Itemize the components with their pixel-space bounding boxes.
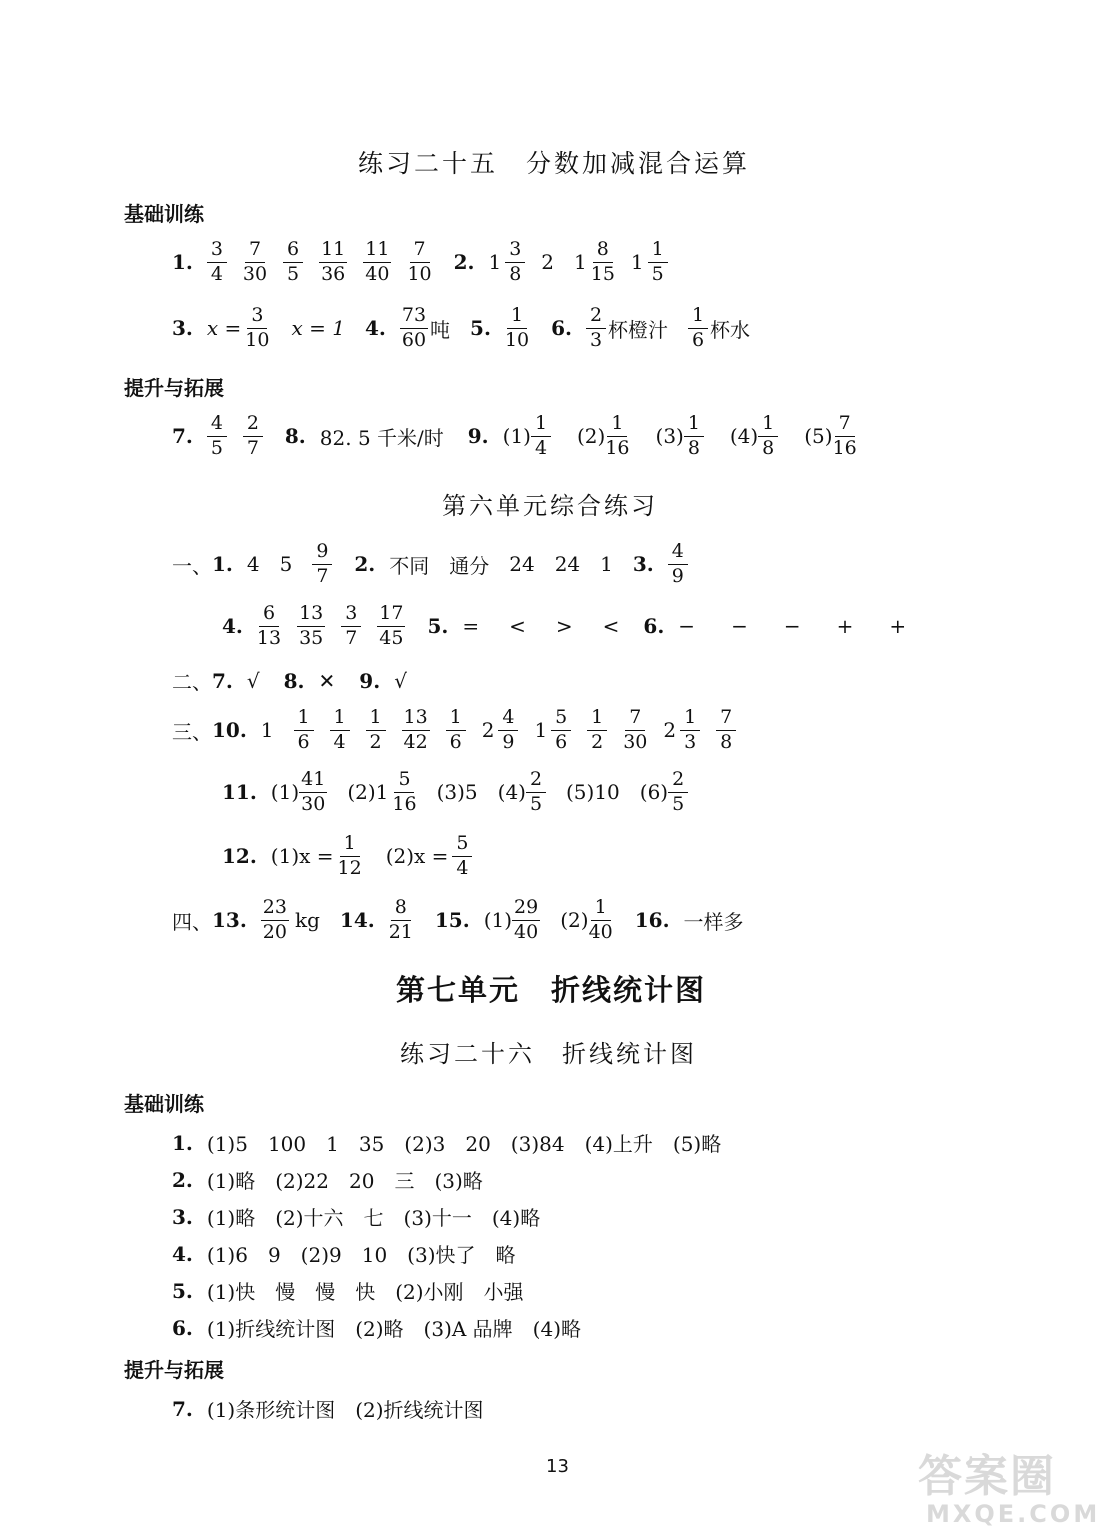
q9-label: (3) bbox=[655, 424, 684, 449]
q7-fraction: 4 5 bbox=[207, 414, 227, 459]
u6-row-6 bbox=[222, 834, 488, 879]
u6-q15-label: (1) bbox=[483, 908, 513, 933]
q9-label: (1) bbox=[502, 424, 531, 449]
q9-label: (5) bbox=[804, 424, 833, 449]
u6-q5-value: > bbox=[555, 614, 573, 639]
u6-q8-mark: ✕ bbox=[318, 668, 336, 693]
q9-fraction: 1 8 bbox=[758, 414, 778, 459]
u6-q4-fraction: 6 13 bbox=[256, 602, 282, 649]
u6-q11-fraction: 2 5 bbox=[668, 770, 688, 815]
exercise-26-title: 练习二十六 折线统计图 bbox=[400, 1040, 697, 1068]
u6-q11-answer: (3)5 bbox=[436, 780, 478, 805]
part-2-prefix: 二、 bbox=[172, 670, 212, 694]
u7-answer-row bbox=[172, 1276, 524, 1305]
u6-q10-whole: 2 bbox=[663, 718, 677, 743]
u7-answer-text: (1)6 9 (2)9 10 (3)快了 略 bbox=[206, 1243, 516, 1267]
q2-c-fraction: 8 15 bbox=[590, 238, 615, 285]
q1-fraction: 7 30 bbox=[242, 238, 268, 285]
u6-q4-fraction: 13 35 bbox=[299, 602, 324, 649]
u7-answer-row bbox=[172, 1128, 721, 1157]
q4-fraction: 73 60 bbox=[401, 304, 427, 351]
u6-q10-fraction: 1 4 bbox=[330, 708, 350, 753]
u6-row-2 bbox=[222, 604, 906, 649]
unit-7-title: 第七单元 折线统计图 bbox=[396, 973, 707, 1007]
q1-fraction: 11 36 bbox=[321, 238, 346, 285]
u6-q1-fraction: 9 7 bbox=[312, 542, 332, 587]
q8-answer: 82. 5 千米/时 bbox=[319, 425, 444, 450]
u7-answer-text: (1)5 100 1 35 (2)3 20 (3)84 (4)上升 (5)略 bbox=[206, 1132, 722, 1156]
u6-q11-label: (4) bbox=[497, 780, 526, 805]
u6-q15-fraction: 29 40 bbox=[514, 896, 539, 943]
u7-answer-text: (1)快 慢 慢 快 (2)小刚 小强 bbox=[206, 1280, 524, 1304]
u6-q16-answer: 一样多 bbox=[683, 909, 744, 934]
u6-q10-fraction: 1 6 bbox=[446, 708, 466, 753]
u6-q10-fraction: 7 8 bbox=[716, 708, 736, 753]
part-4-prefix: 四、 bbox=[172, 909, 212, 934]
u6-q7-mark: √ bbox=[246, 668, 260, 693]
u6-row-3 bbox=[172, 666, 407, 695]
q9-fraction: 1 8 bbox=[684, 414, 704, 459]
q6-a-fraction: 2 3 bbox=[586, 306, 606, 351]
u6-q12-number: 12. bbox=[222, 844, 257, 869]
part-3-prefix: 三、 bbox=[172, 719, 212, 744]
u6-q6-number: 6. bbox=[643, 614, 665, 639]
q1-number: 1. bbox=[172, 250, 193, 275]
u6-q7-number: 7. bbox=[212, 668, 233, 693]
u6-q9-mark: √ bbox=[394, 668, 407, 693]
u7-question-number: 5. bbox=[172, 1278, 193, 1303]
u6-q2-value: 不同 bbox=[389, 553, 430, 578]
u6-q1-number: 1. bbox=[212, 552, 233, 577]
u6-q10-fraction: 4 9 bbox=[498, 708, 518, 753]
u6-q2-value: 24 bbox=[554, 552, 581, 577]
s25-row-3 bbox=[172, 414, 873, 459]
u6-q3-fraction: 4 9 bbox=[668, 542, 688, 587]
q1-fraction: 3 4 bbox=[207, 240, 227, 285]
u6-row-4 bbox=[172, 708, 752, 753]
u6-q14-fraction: 8 21 bbox=[388, 896, 413, 943]
q5-number: 5. bbox=[470, 316, 491, 341]
q4-number: 4. bbox=[364, 316, 386, 341]
q6-b-unit: 杯水 bbox=[710, 317, 751, 342]
q8-number: 8. bbox=[284, 424, 306, 449]
u7-answer-text: (1)条形统计图 (2)折线统计图 bbox=[206, 1398, 484, 1422]
q1-fraction: 6 5 bbox=[283, 240, 303, 285]
u6-q15-fraction: 1 40 bbox=[588, 896, 613, 943]
watermark-url: MXQE.COM bbox=[926, 1500, 1101, 1528]
u6-q5-value: = bbox=[462, 614, 480, 639]
u6-q10-value: 1 bbox=[260, 718, 274, 743]
u6-q10-fraction: 13 42 bbox=[403, 706, 428, 753]
q2-number: 2. bbox=[453, 250, 475, 275]
u6-q6-value: + bbox=[836, 614, 854, 639]
u7-answer-row bbox=[172, 1239, 516, 1268]
u7-answer-row bbox=[172, 1313, 581, 1342]
u6-q10-whole: 1 bbox=[534, 718, 548, 743]
u6-q11-fraction: 41 30 bbox=[301, 768, 326, 815]
basic-training-heading: 基础训练 bbox=[124, 202, 204, 226]
q9-label: (2) bbox=[577, 424, 606, 449]
u6-row-7 bbox=[172, 898, 744, 943]
u6-q6-value: − bbox=[731, 614, 748, 639]
u6-q13-number: 13. bbox=[212, 908, 247, 933]
q2-a-fraction: 3 8 bbox=[505, 240, 525, 285]
q2-a-whole: 1 bbox=[488, 250, 502, 275]
u6-q2-value: 1 bbox=[600, 552, 613, 577]
u6-q6-value: − bbox=[783, 614, 801, 639]
u6-q6-value: + bbox=[889, 614, 907, 639]
u6-q8-number: 8. bbox=[283, 668, 305, 693]
u7-question-number: 7. bbox=[172, 1396, 193, 1421]
u6-q10-fraction: 1 2 bbox=[587, 708, 607, 753]
u6-q12-fraction: $\frac{1}{12}$ bbox=[337, 832, 362, 879]
u6-q11-answer: (5)10 bbox=[565, 780, 620, 805]
u6-q4-number: 4. bbox=[222, 614, 243, 639]
u6-q10-fraction: 1 3 bbox=[680, 708, 700, 753]
u7-answer-row bbox=[172, 1165, 483, 1194]
u6-q16-number: 16. bbox=[634, 908, 670, 933]
u6-q11-label: (2)1 bbox=[347, 780, 389, 805]
u6-q10-whole: 2 bbox=[481, 718, 495, 743]
q6-number: 6. bbox=[551, 316, 573, 341]
q7-fraction: 2 7 bbox=[243, 414, 263, 459]
u6-q13-fraction: 23 20 bbox=[262, 896, 287, 943]
u7-answer-row bbox=[172, 1394, 484, 1423]
u7-question-number: 2. bbox=[172, 1167, 193, 1192]
u6-q4-fraction: 3 7 bbox=[341, 604, 361, 649]
u6-q11-fraction: 2 5 bbox=[526, 770, 546, 815]
u6-q3-number: 3. bbox=[632, 552, 654, 577]
u7-question-number: 1. bbox=[172, 1130, 193, 1155]
q3-a-fraction: $\frac{3}{10}$ bbox=[245, 304, 270, 351]
u7-question-number: 6. bbox=[172, 1315, 193, 1340]
u6-q1-value: 5 bbox=[279, 552, 293, 577]
u7-question-number: 4. bbox=[172, 1241, 193, 1266]
u6-q10-fraction: 5 6 bbox=[551, 708, 571, 753]
u6-row-1 bbox=[172, 542, 704, 587]
u6-q12-fraction: $\frac{5}{4}$ bbox=[452, 834, 472, 879]
q9-fraction: 7 16 bbox=[832, 412, 857, 459]
page-number: 13 bbox=[546, 1456, 569, 1477]
u6-q11-label: (6) bbox=[639, 780, 669, 805]
u7-question-number: 3. bbox=[172, 1204, 193, 1229]
q2-b: 2 bbox=[541, 250, 554, 275]
u6-q1-value: 4 bbox=[246, 552, 260, 577]
q2-d-fraction: 1 5 bbox=[648, 240, 668, 285]
u6-q4-fraction: 17 45 bbox=[379, 602, 404, 649]
u6-q10-fraction: 1 2 bbox=[366, 708, 386, 753]
u6-q12-label: (2)x = bbox=[385, 844, 449, 869]
u6-q11-fraction: 5 16 bbox=[392, 768, 417, 815]
q6-a-unit: 杯橙汁 bbox=[608, 317, 669, 342]
u7-answer-text: (1)折线统计图 (2)略 (3)A 品牌 (4)略 bbox=[206, 1317, 582, 1341]
q3-b: x = 1 bbox=[291, 316, 345, 341]
u6-q5-value: < bbox=[602, 614, 620, 639]
u7-answer-text: (1)略 (2)十六 七 (3)十一 (4)略 bbox=[206, 1206, 541, 1230]
q7-number: 7. bbox=[172, 424, 193, 449]
u7-answer-text: (1)略 (2)22 20 三 (3)略 bbox=[206, 1169, 483, 1193]
exercise-25-title: 练习二十五 分数加减混合运算 bbox=[358, 149, 751, 178]
u6-q15-label: (2) bbox=[560, 908, 589, 933]
u6-q2-value: 通分 bbox=[449, 553, 490, 578]
extension-heading: 提升与拓展 bbox=[124, 376, 224, 400]
u6-q2-value: 24 bbox=[509, 552, 535, 577]
u6-q11-number: 11. bbox=[222, 780, 257, 805]
q9-fraction: 1 16 bbox=[605, 412, 630, 459]
u6-q14-number: 14. bbox=[339, 908, 375, 933]
q2-d-whole: 1 bbox=[630, 250, 644, 275]
q5-fraction: 1 10 bbox=[504, 304, 530, 351]
u6-q13-unit: kg bbox=[294, 908, 320, 933]
u6-q12-label: (1)x = bbox=[270, 844, 334, 869]
q1-fraction: 7 10 bbox=[407, 238, 432, 285]
u6-row-5 bbox=[222, 770, 704, 815]
u7-answer-row bbox=[172, 1202, 540, 1231]
u6-q9-number: 9. bbox=[359, 668, 381, 693]
q4-unit: 吨 bbox=[430, 317, 451, 342]
q9-number: 9. bbox=[467, 424, 489, 449]
s25-row-1 bbox=[172, 240, 684, 285]
u7-basic-training-heading: 基础训练 bbox=[124, 1092, 204, 1116]
u6-q10-fraction: 1 6 bbox=[294, 708, 314, 753]
u6-q5-number: 5. bbox=[427, 614, 449, 639]
q1-fraction: 11 40 bbox=[365, 238, 390, 285]
u6-q6-value: − bbox=[678, 614, 696, 639]
u6-q10-fraction: 7 30 bbox=[623, 706, 648, 753]
unit-6-review-title: 第六单元综合练习 bbox=[442, 492, 658, 520]
watermark-logo: 答案圈 bbox=[918, 1451, 1056, 1502]
u7-extension-heading: 提升与拓展 bbox=[124, 1358, 224, 1382]
u6-q11-label: (1) bbox=[270, 780, 300, 805]
u6-q15-number: 15. bbox=[434, 908, 470, 933]
s25-row-2 bbox=[172, 306, 750, 351]
q6-b-fraction: 1 6 bbox=[688, 306, 708, 351]
q2-c-whole: 1 bbox=[574, 250, 587, 275]
q9-fraction: 1 4 bbox=[531, 414, 551, 459]
q3-number: 3. bbox=[172, 316, 193, 341]
q9-label: (4) bbox=[729, 424, 759, 449]
u6-q10-number: 10. bbox=[212, 718, 247, 743]
q3-a-label: x = bbox=[206, 316, 242, 341]
part-1-prefix: 一、 bbox=[172, 553, 212, 578]
u6-q5-value: < bbox=[509, 614, 526, 639]
u6-q2-number: 2. bbox=[354, 552, 376, 577]
